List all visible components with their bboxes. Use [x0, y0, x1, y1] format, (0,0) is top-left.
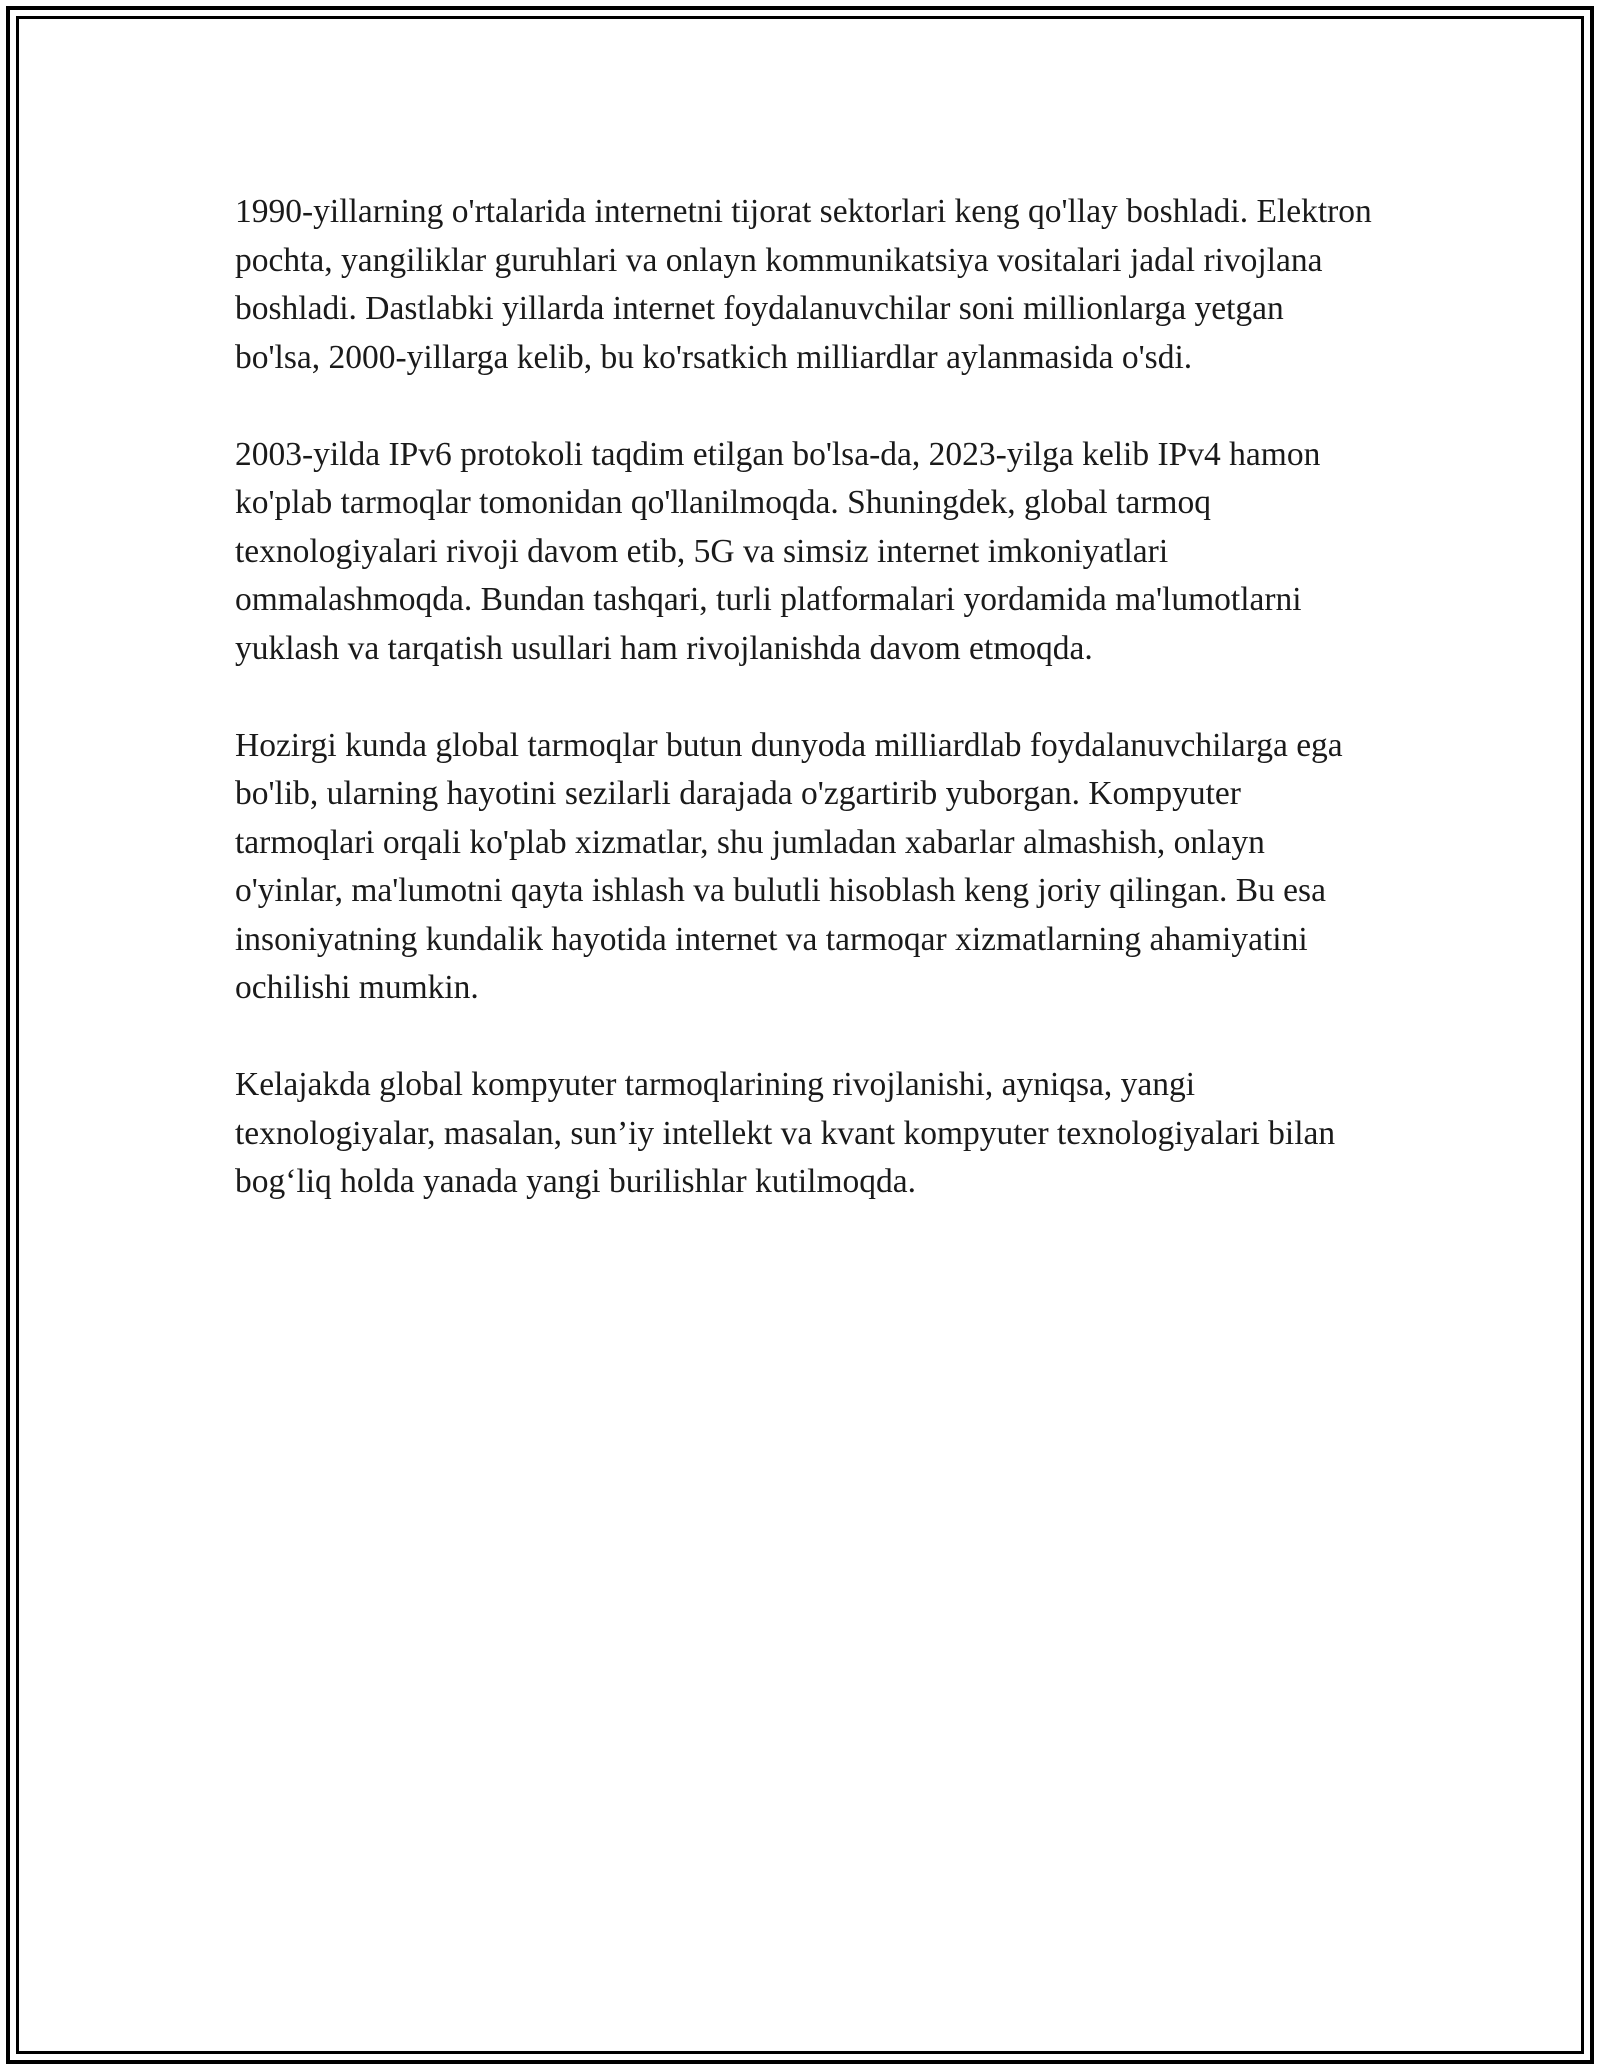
paragraph-1: 1990-yillarning o'rtalarida internetni tijorat sektorlari keng qo'llay boshladi. Elektron pochta, yangiliklar guruhlari va onlayn kommunikatsiya vositalari jadal rivojlana boshladi. Dastlabki yillarda internet foydalanuvchilar soni millionlarga yetgan bo'lsa, 2000-yillarga kelib, bu ko'rsatkich milliardlar aylanmasida o'sdi. [235, 193, 1372, 376]
paragraph-2: 2003-yilda IPv6 protokoli taqdim etilgan bo'lsa-da, 2023-yilga kelib IPv4 hamon ko'plab tarmoqlar tomonidan qo'llanilmoqda. Shuningdek, global tarmoq texnologiyalari rivoji davom etib, 5G va simsiz internet imkoniyatlari ommalashmoqda. Bundan tashqari, turli platformalari yordamida ma'lumotlarni yuklash va tarqatish usullari ham rivojlanishda davom etmoqda. [235, 435, 1321, 667]
paragraph-4: Kelajakda global kompyuter tarmoqlarining rivojlanishi, ayniqsa, yangi texnologiyalar, masalan, sun’iy intellekt va kvant kompyuter texnologiyalari bilan bog‘liq holda yanada yangi burilishlar kutilmoqda. [235, 1066, 1336, 1200]
document-body [235, 188, 1375, 1255]
paragraph-3: Hozirgi kunda global tarmoqlar butun dunyoda milliardlab foydalanuvchilarga ega bo'lib, ularning hayotini sezilarli darajada o'zgartirib yuborgan. Kompyuter tarmoqlari orqali ko'plab xizmatlar, shu jumladan xabarlar almashish, onlayn o'yinlar, ma'lumotni qayta ishlash va bulutli hisoblash keng joriy qilingan. Bu esa insoniyatning kundalik hayotida internet va tarmoqar xizmatlarning ahamiyatini ochilishi mumkin. [235, 726, 1343, 1006]
